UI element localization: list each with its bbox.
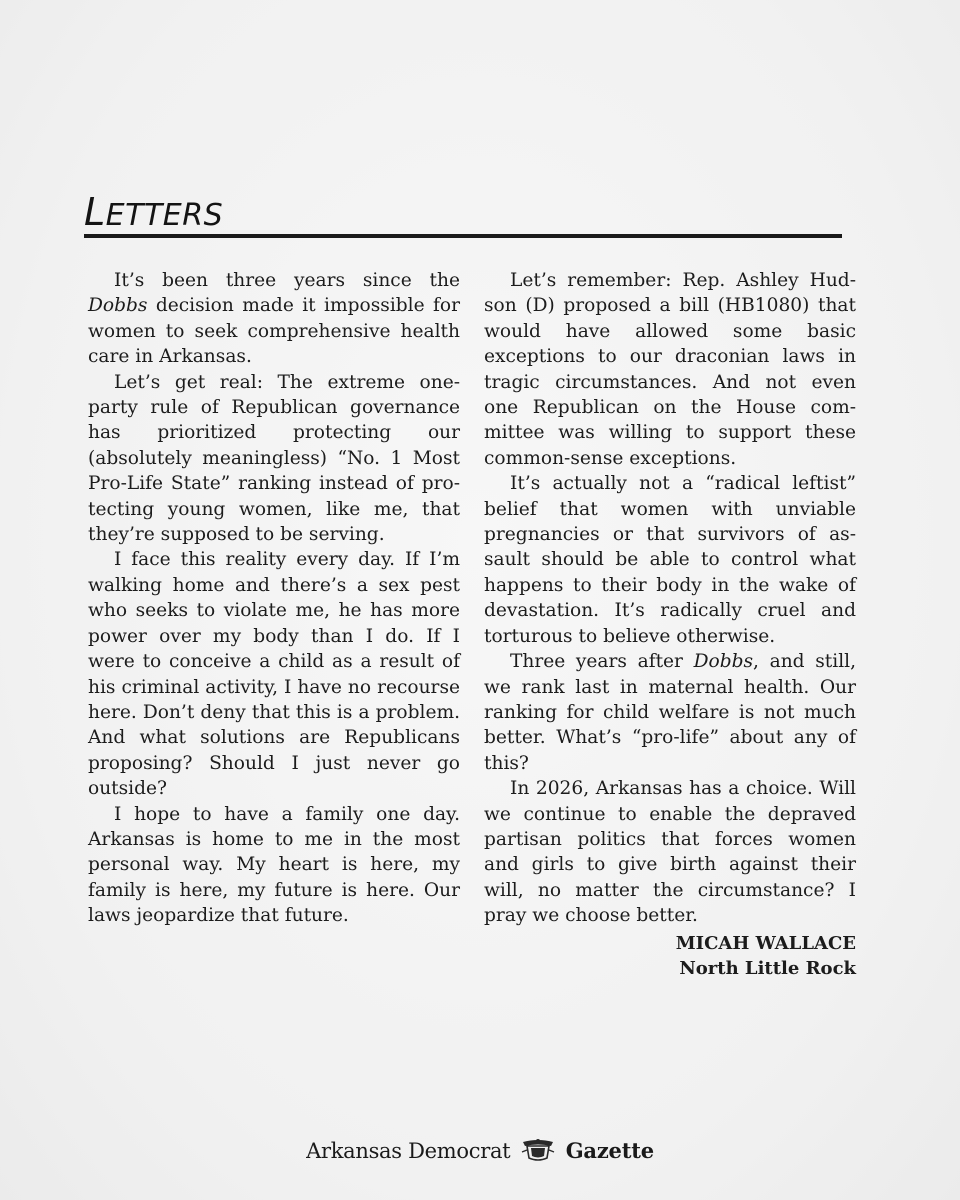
letter-column-left: [88, 268, 460, 929]
left-paragraph-4: I hope to have a family one day. Arkansas is home to me in the most personal way. My heart is here, my family is here, my future is here. Our laws jeopardize that future.: [88, 803, 460, 927]
masthead-name-part2: Gazette: [565, 1138, 654, 1163]
letter-column-right: [484, 268, 856, 981]
author-name: MICAH WALLACE: [675, 932, 856, 954]
left-paragraph-2: Let’s get real: The extreme one-party rule of Republican governance has prioritized protecting our (absolutely meaningless) “No. 1 Most Pro-Life State” ranking instead of protecting young women, like me, that they’re supposed to be serving.: [88, 371, 460, 546]
masthead-name-part1: Arkansas Democrat: [306, 1139, 511, 1163]
section-title-rest: ETTERS: [105, 198, 224, 233]
signature-block: [484, 931, 856, 981]
left-paragraph-1: It’s been three years since the Dobbs decision made it impossible for women to seek comprehensive health care in Arkansas.: [88, 270, 460, 368]
section-title-initial: L: [84, 190, 106, 234]
right-paragraph-2: It’s actually not a “radical leftist” belief that women with unviable pregnancies or that survivors of assault should be able to control what happens to their body in the wake of devastation. It’s radically cruel and torturous to believe otherwise.: [484, 473, 856, 647]
author-location: North Little Rock: [679, 957, 856, 979]
right-paragraph-1: Let’s remember: Rep. Ashley Hudson (D) proposed a bill (HB1080) that would have allowed some basic exceptions to our draconian laws in tragic circumstances. And not even one Republican on the House committee was willing to support these common-sense exceptions.: [484, 270, 856, 469]
italic-case-name: Dobbs: [693, 651, 754, 673]
right-paragraph-4: In 2026, Arkansas has a choice. Will we continue to enable the depraved partisan politics that forces women and girls to give birth against their will, no matter the circumstance? I pray we choose better.: [484, 778, 856, 927]
right-column-paragraphs: [484, 268, 856, 929]
masthead: [0, 1138, 960, 1167]
italic-case-name: Dobbs: [88, 295, 148, 317]
newspaper-crest-icon: [521, 1138, 555, 1167]
section-title: [84, 190, 223, 234]
title-rule: [84, 234, 842, 238]
left-paragraph-3: I face this reality every day. If I’m walking home and there’s a sex pest who seeks to violate me, he has more power over my body than I do. If I were to conceive a child as a result of his criminal activity, I have no recourse here. Don’t deny that this is a problem. And what solutions are Republicans proposing? Should I just never go outside?: [88, 549, 460, 800]
right-paragraph-3: Three years after Dobbs, and still, we rank last in maternal health. Our ranking for child welfare is not much better. What’s “pro-life” about any of this?: [484, 651, 856, 774]
